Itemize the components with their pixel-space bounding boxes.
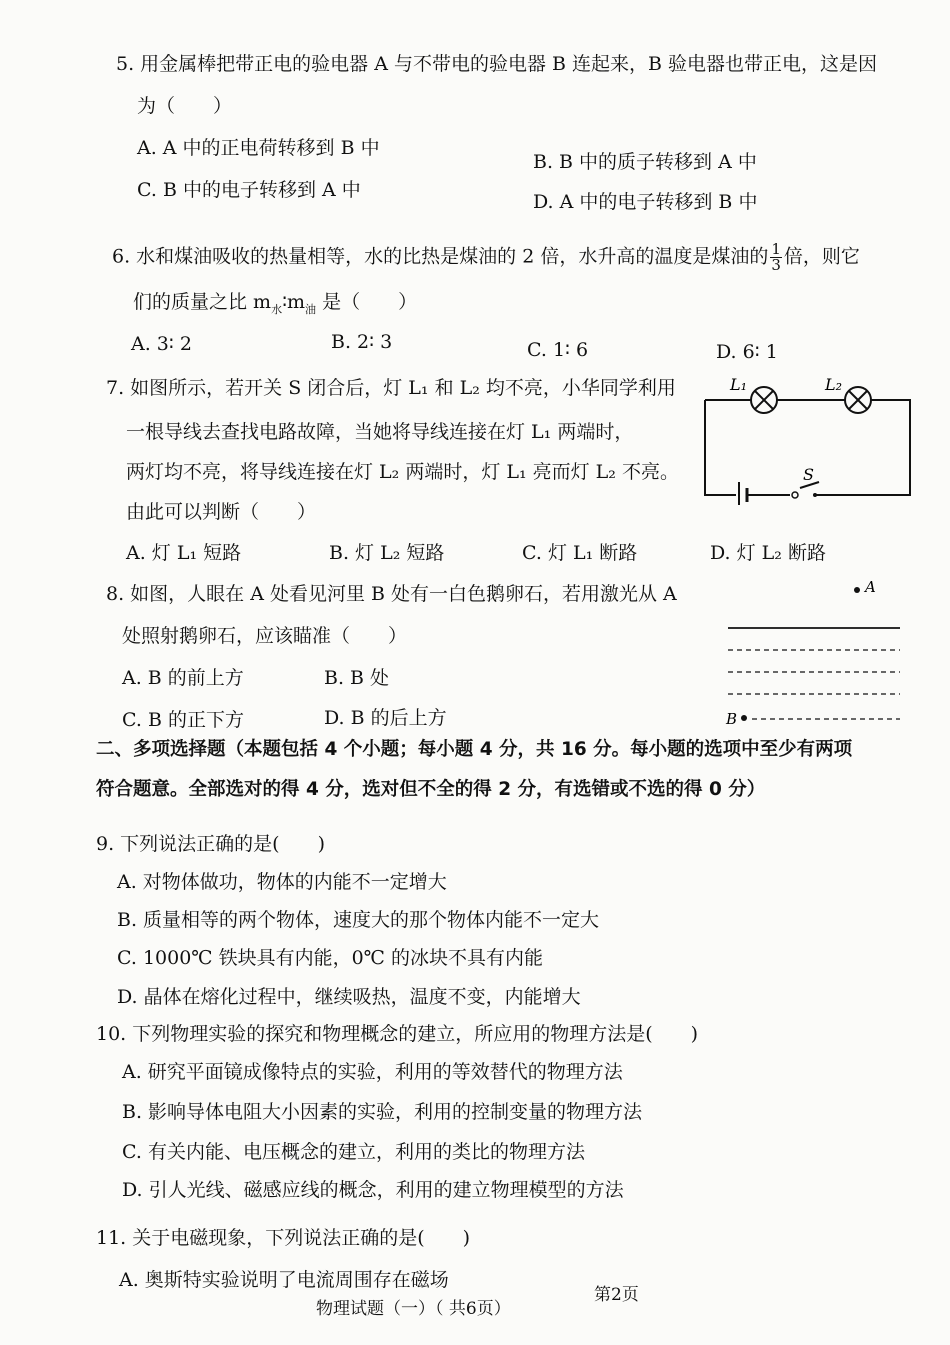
q5-option-c: C. B 中的电子转移到 A 中 xyxy=(137,179,361,201)
q6-ratio-start: 们的质量之比 m xyxy=(133,291,272,313)
label-switch: S xyxy=(803,465,814,484)
label-point-a: A xyxy=(865,578,876,596)
one-third-fraction xyxy=(770,242,782,273)
q6-stem-part2: 倍，则它 xyxy=(783,245,860,268)
label-l2: L₂ xyxy=(825,375,843,394)
q9-option-c: C. 1000℃ 铁块具有内能，0℃ 的冰块不具有内能 xyxy=(117,947,543,969)
footer-page-number: 第2页 xyxy=(594,1285,639,1305)
q6-stem-line2 xyxy=(133,290,417,322)
water-lines xyxy=(728,650,900,719)
circuit-diagram xyxy=(695,370,920,505)
q7-option-a: A. 灯 L₁ 短路 xyxy=(126,542,242,564)
eye-point-a xyxy=(854,587,860,593)
q9-option-d: D. 晶体在熔化过程中，继续吸热，温度不变，内能增大 xyxy=(117,986,581,1008)
q10-option-a: A. 研究平面镜成像特点的实验，利用的等效替代的物理方法 xyxy=(122,1061,623,1083)
q6-option-b: B. 2∶ 3 xyxy=(331,331,393,353)
q8-option-a: A. B 的前上方 xyxy=(122,667,244,689)
q6-ratio-end: 是（ ） xyxy=(316,291,418,313)
lamp-l2-icon xyxy=(845,387,871,413)
q8-option-d: D. B 的后上方 xyxy=(324,707,447,729)
q6-stem-line1 xyxy=(112,242,860,273)
q9-stem: 9. 下列说法正确的是( ) xyxy=(96,833,325,855)
q11-option-a: A. 奥斯特实验说明了电流周围存在磁场 xyxy=(119,1269,449,1291)
q9-option-b: B. 质量相等的两个物体，速度大的那个物体内能不一定大 xyxy=(117,909,600,931)
q6-stem-part1: 6. 水和煤油吸收的热量相等，水的比热是煤油的 2 倍，水升高的温度是煤油的 xyxy=(112,245,769,268)
q5-stem-line2: 为（ ） xyxy=(137,95,233,117)
q5-option-b: B. B 中的质子转移到 A 中 xyxy=(533,151,757,173)
river-diagram xyxy=(720,574,920,734)
q7-option-b: B. 灯 L₂ 短路 xyxy=(329,542,445,564)
fraction-denominator: 3 xyxy=(771,256,781,274)
q10-option-c: C. 有关内能、电压概念的建立，利用的类比的物理方法 xyxy=(122,1141,585,1163)
q9-option-a: A. 对物体做功，物体的内能不一定增大 xyxy=(117,871,447,893)
q10-option-b: B. 影响导体电阻大小因素的实验，利用的控制变量的物理方法 xyxy=(122,1101,643,1123)
q11-stem: 11. 关于电磁现象，下列说法正确的是( ) xyxy=(96,1227,471,1249)
stone-point-b xyxy=(741,715,747,721)
section2-header-line1: 二、多项选择题（本题包括 4 个小题；每小题 4 分，共 16 分。每小题的选项中至少有两项 xyxy=(96,739,853,760)
q7-option-d: D. 灯 L₂ 断路 xyxy=(710,542,826,564)
q6-option-c: C. 1∶ 6 xyxy=(527,339,589,361)
q10-stem: 10. 下列物理实验的探究和物理概念的建立，所应用的物理方法是( ) xyxy=(96,1023,699,1045)
q6-option-a: A. 3∶ 2 xyxy=(131,333,192,355)
q7-stem-line1: 7. 如图所示，若开关 S 闭合后，灯 L₁ 和 L₂ 均不亮，小华同学利用 xyxy=(106,377,676,399)
q5-option-a: A. A 中的正电荷转移到 B 中 xyxy=(137,137,380,159)
q7-option-c: C. 灯 L₁ 断路 xyxy=(522,542,638,564)
subscript-oil: 油 xyxy=(305,302,317,316)
q5-stem-line1: 5. 用金属棒把带正电的验电器 A 与不带电的验电器 B 连起来，B 验电器也带正电，这是因 xyxy=(116,53,878,75)
battery-icon xyxy=(739,482,747,505)
q8-stem-line2: 处照射鹅卵石，应该瞄准（ ） xyxy=(122,625,408,647)
q7-stem-line4: 由此可以判断（ ） xyxy=(126,501,317,523)
section2-header-line2: 符合题意。全部选对的得 4 分，选对但不全的得 2 分，有选错或不选的得 0 分） xyxy=(96,779,766,800)
footer-label: 物理试题（一）（ 共6页） xyxy=(316,1299,511,1319)
q5-option-d: D. A 中的电子转移到 B 中 xyxy=(533,191,758,213)
q6-ratio-mid: ∶m xyxy=(282,291,306,313)
q8-stem-line1: 8. 如图，人眼在 A 处看见河里 B 处有一白色鹅卵石，若用激光从 A xyxy=(106,583,677,605)
subscript-water: 水 xyxy=(271,302,283,316)
q8-option-c: C. B 的正下方 xyxy=(122,709,244,731)
lamp-l1-icon xyxy=(751,387,777,413)
q6-option-d: D. 6∶ 1 xyxy=(716,341,778,363)
q7-stem-line2: 一根导线去查找电路故障，当她将导线连接在灯 L₁ 两端时， xyxy=(126,421,634,443)
fraction-numerator: 1 xyxy=(771,240,781,258)
q8-option-b: B. B 处 xyxy=(324,667,390,689)
q10-option-d: D. 引人光线、磁感应线的概念，利用的建立物理模型的方法 xyxy=(122,1179,624,1201)
label-l1: L₁ xyxy=(730,375,748,394)
label-point-b: B xyxy=(726,710,738,728)
switch-icon xyxy=(792,492,817,498)
q7-stem-line3: 两灯均不亮，将导线连接在灯 L₂ 两端时，灯 L₁ 亮而灯 L₂ 不亮。 xyxy=(126,461,679,483)
